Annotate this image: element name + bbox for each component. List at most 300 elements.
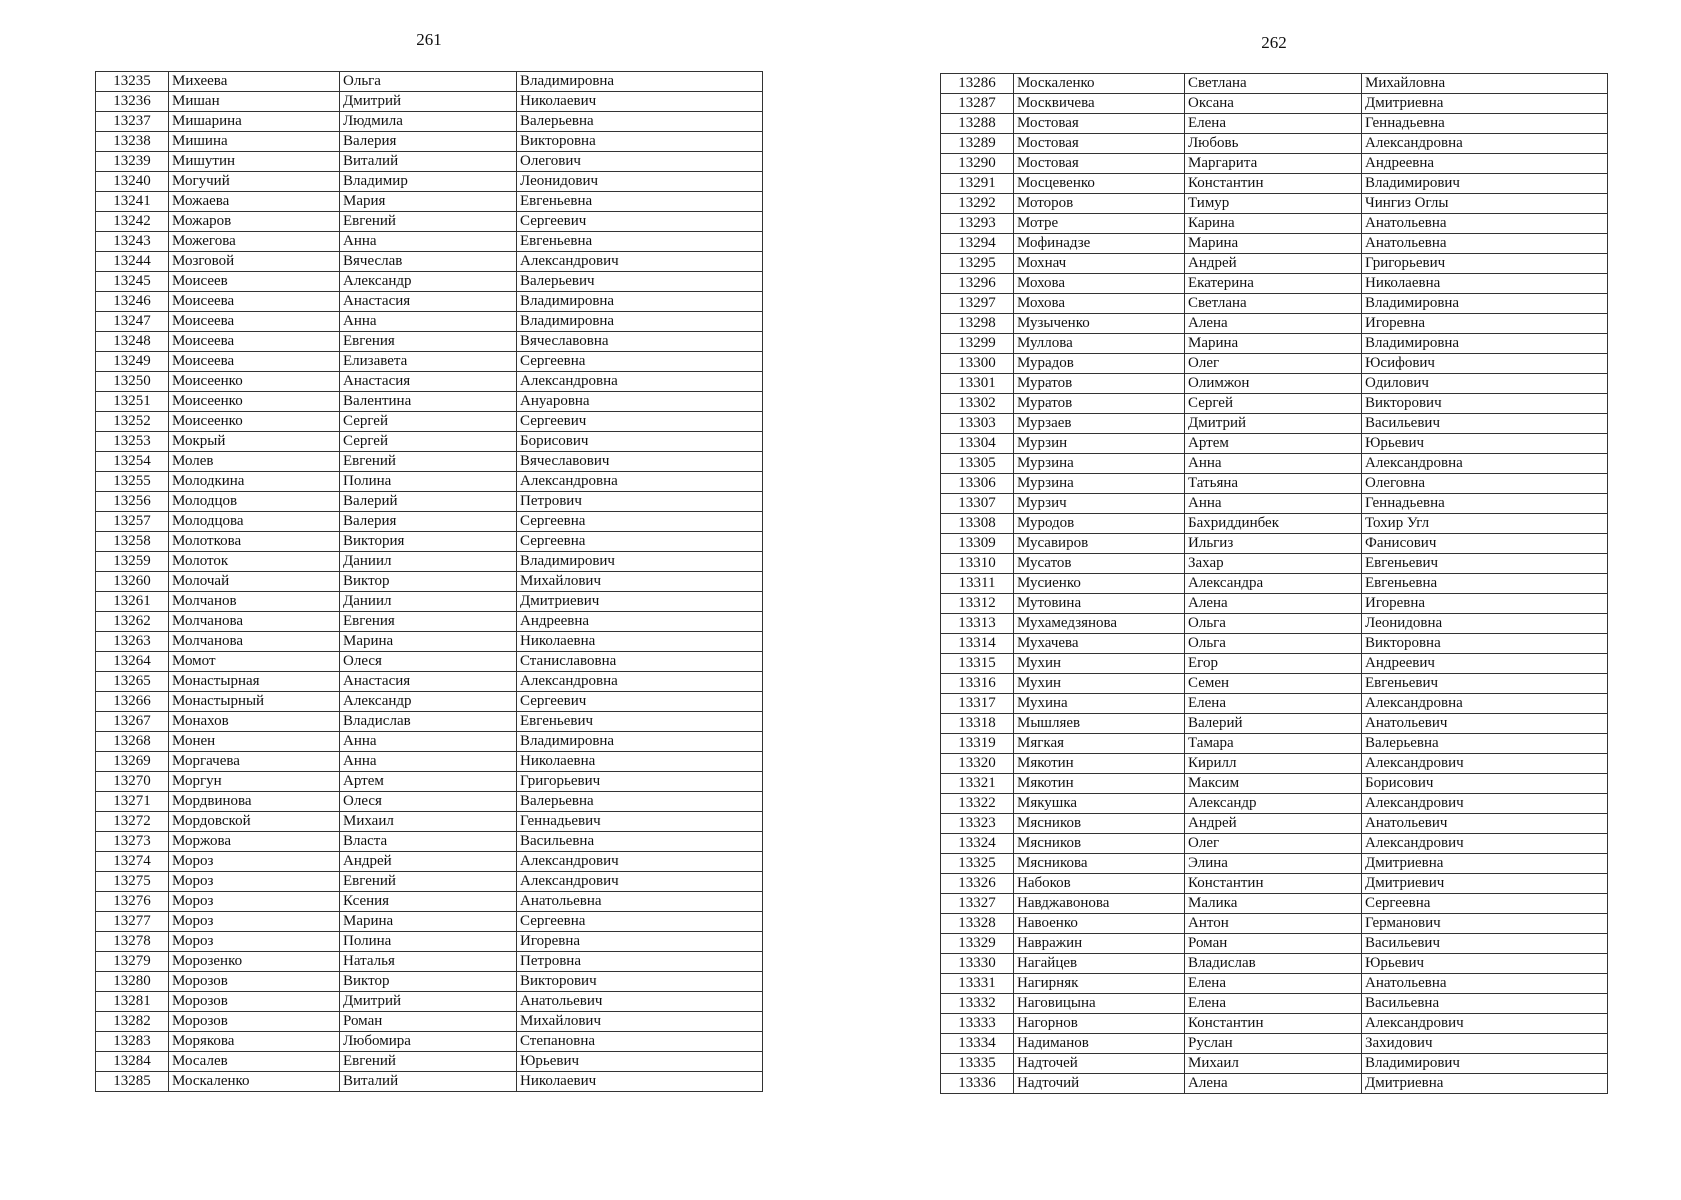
table-row [941,214,1608,234]
first-name-cell: Сергей [340,432,517,452]
first-name-cell: Константин [1185,174,1362,194]
row-number: 13277 [96,912,169,932]
patronymic-cell: Евгеньевна [517,192,763,212]
patronymic-cell: Александровна [1362,454,1608,474]
last-name-cell: Моисеева [169,352,340,372]
table-row [941,1034,1608,1054]
patronymic-cell: Сергеевна [517,512,763,532]
first-name-cell: Владимир [340,172,517,192]
first-name-cell: Антон [1185,914,1362,934]
patronymic-cell: Тохир Угл [1362,514,1608,534]
first-name-cell: Даниил [340,592,517,612]
last-name-cell: Надточий [1014,1074,1185,1094]
patronymic-cell: Евгеньевич [1362,674,1608,694]
row-number: 13305 [941,454,1014,474]
patronymic-cell: Валерьевна [1362,734,1608,754]
table-row [941,454,1608,474]
patronymic-cell: Сергеевна [517,352,763,372]
patronymic-cell: Игоревна [1362,314,1608,334]
last-name-cell: Морозенко [169,952,340,972]
first-name-cell: Дмитрий [340,92,517,112]
row-number: 13287 [941,94,1014,114]
patronymic-cell: Сергеевна [517,912,763,932]
last-name-cell: Могучий [169,172,340,192]
first-name-cell: Руслан [1185,1034,1362,1054]
patronymic-cell: Владимировна [517,72,763,92]
row-number: 13332 [941,994,1014,1014]
row-number: 13259 [96,552,169,572]
table-row [96,232,763,252]
table-row [96,572,763,592]
last-name-cell: Мякотин [1014,754,1185,774]
row-number: 13263 [96,632,169,652]
table-row [941,194,1608,214]
first-name-cell: Екатерина [1185,274,1362,294]
first-name-cell: Олеся [340,792,517,812]
table-row [941,514,1608,534]
last-name-cell: Мякотин [1014,774,1185,794]
patronymic-cell: Анатольевич [1362,714,1608,734]
table-row [96,252,763,272]
first-name-cell: Владислав [340,712,517,732]
last-name-cell: Мухин [1014,674,1185,694]
first-name-cell: Роман [340,1012,517,1032]
table-row [941,494,1608,514]
table-row [941,894,1608,914]
patronymic-cell: Захидович [1362,1034,1608,1054]
row-number: 13238 [96,132,169,152]
last-name-cell: Мишан [169,92,340,112]
patronymic-cell: Сергеевна [1362,894,1608,914]
first-name-cell: Полина [340,472,517,492]
last-name-cell: Мостовая [1014,134,1185,154]
table-row [941,1074,1608,1094]
last-name-cell: Мурзаев [1014,414,1185,434]
patronymic-cell: Викторовна [517,132,763,152]
last-name-cell: Мурзина [1014,454,1185,474]
row-number: 13253 [96,432,169,452]
patronymic-cell: Анатольевна [1362,234,1608,254]
last-name-cell: Мякушка [1014,794,1185,814]
patronymic-cell: Анатольевна [1362,214,1608,234]
row-number: 13328 [941,914,1014,934]
table-row [941,954,1608,974]
patronymic-cell: Дмитриевна [1362,1074,1608,1094]
table-row [941,934,1608,954]
row-number: 13246 [96,292,169,312]
patronymic-cell: Андреевна [1362,154,1608,174]
first-name-cell: Евгений [340,872,517,892]
row-number: 13326 [941,874,1014,894]
last-name-cell: Молодцова [169,512,340,532]
first-name-cell: Андрей [1185,814,1362,834]
first-name-cell: Даниил [340,552,517,572]
patronymic-cell: Александровна [1362,694,1608,714]
table-row [941,734,1608,754]
patronymic-cell: Александровна [517,672,763,692]
first-name-cell: Константин [1185,1014,1362,1034]
last-name-cell: Муратов [1014,374,1185,394]
patronymic-cell: Евгеньевич [1362,554,1608,574]
table-row [96,372,763,392]
last-name-cell: Москаленко [1014,74,1185,94]
table-row [941,574,1608,594]
first-name-cell: Елизавета [340,352,517,372]
first-name-cell: Валентина [340,392,517,412]
last-name-cell: Молчанов [169,592,340,612]
table-row [941,94,1608,114]
patronymic-cell: Вячеславовна [517,332,763,352]
row-number: 13297 [941,294,1014,314]
patronymic-cell: Андреевич [1362,654,1608,674]
patronymic-cell: Вячеславович [517,452,763,472]
table-row [96,812,763,832]
row-number: 13274 [96,852,169,872]
last-name-cell: Можегова [169,232,340,252]
table-row [96,752,763,772]
patronymic-cell: Чингиз Оглы [1362,194,1608,214]
first-name-cell: Михаил [1185,1054,1362,1074]
page-number: 261 [416,30,442,49]
first-name-cell: Анна [340,232,517,252]
first-name-cell: Анна [1185,494,1362,514]
last-name-cell: Мордовской [169,812,340,832]
first-name-cell: Анастасия [340,292,517,312]
table-row [96,192,763,212]
first-name-cell: Александр [340,272,517,292]
row-number: 13254 [96,452,169,472]
row-number: 13331 [941,974,1014,994]
last-name-cell: Моисеева [169,292,340,312]
patronymic-cell: Евгеньевна [1362,574,1608,594]
patronymic-cell: Станиславовна [517,652,763,672]
page-left [95,0,763,1200]
row-number: 13244 [96,252,169,272]
row-number: 13257 [96,512,169,532]
first-name-cell: Валерия [340,132,517,152]
table-row [96,472,763,492]
last-name-cell: Москаленко [169,1072,340,1092]
first-name-cell: Алена [1185,314,1362,334]
last-name-cell: Надиманов [1014,1034,1185,1054]
table-row [96,212,763,232]
patronymic-cell: Фанисович [1362,534,1608,554]
first-name-cell: Андрей [340,852,517,872]
table-row [941,994,1608,1014]
table-row [96,552,763,572]
row-number: 13300 [941,354,1014,374]
last-name-cell: Мороз [169,892,340,912]
table-row [96,512,763,532]
table-row [941,534,1608,554]
roster-table [95,71,763,1092]
patronymic-cell: Степановна [517,1032,763,1052]
last-name-cell: Мохнач [1014,254,1185,274]
first-name-cell: Андрей [1185,254,1362,274]
first-name-cell: Дмитрий [340,992,517,1012]
patronymic-cell: Михайлович [517,1012,763,1032]
last-name-cell: Моисеенко [169,392,340,412]
last-name-cell: Мороз [169,912,340,932]
last-name-cell: Моисеенко [169,412,340,432]
row-number: 13296 [941,274,1014,294]
row-number: 13236 [96,92,169,112]
patronymic-cell: Александровна [517,372,763,392]
row-number: 13295 [941,254,1014,274]
last-name-cell: Монен [169,732,340,752]
patronymic-cell: Александровна [517,472,763,492]
last-name-cell: Мясникова [1014,854,1185,874]
row-number: 13262 [96,612,169,632]
table-row [96,1032,763,1052]
table-row [96,492,763,512]
table-row [941,1054,1608,1074]
patronymic-cell: Васильевна [517,832,763,852]
table-row [96,152,763,172]
row-number: 13267 [96,712,169,732]
first-name-cell: Виталий [340,1072,517,1092]
table-row [96,92,763,112]
table-row [941,594,1608,614]
patronymic-cell: Владимировна [1362,294,1608,314]
row-number: 13272 [96,812,169,832]
patronymic-cell: Анатольевна [517,892,763,912]
table-row [941,414,1608,434]
table-row [941,74,1608,94]
first-name-cell: Елена [1185,114,1362,134]
table-row [941,274,1608,294]
row-number: 13240 [96,172,169,192]
row-number: 13255 [96,472,169,492]
row-number: 13335 [941,1054,1014,1074]
first-name-cell: Евгения [340,612,517,632]
row-number: 13301 [941,374,1014,394]
row-number: 13243 [96,232,169,252]
patronymic-cell: Валерьевич [517,272,763,292]
first-name-cell: Максим [1185,774,1362,794]
patronymic-cell: Владимировна [517,312,763,332]
first-name-cell: Владислав [1185,954,1362,974]
patronymic-cell: Александрович [1362,834,1608,854]
patronymic-cell: Валерьевна [517,792,763,812]
patronymic-cell: Николаевич [517,1072,763,1092]
patronymic-cell: Олеговна [1362,474,1608,494]
row-number: 13280 [96,972,169,992]
last-name-cell: Мухин [1014,654,1185,674]
patronymic-cell: Викторович [517,972,763,992]
row-number: 13275 [96,872,169,892]
row-number: 13258 [96,532,169,552]
patronymic-cell: Николаевна [1362,274,1608,294]
first-name-cell: Марина [1185,334,1362,354]
first-name-cell: Ольга [1185,634,1362,654]
patronymic-cell: Валерьевна [517,112,763,132]
table-row [96,932,763,952]
last-name-cell: Мусатов [1014,554,1185,574]
row-number: 13276 [96,892,169,912]
patronymic-cell: Игоревна [1362,594,1608,614]
first-name-cell: Егор [1185,654,1362,674]
row-number: 13302 [941,394,1014,414]
patronymic-cell: Борисович [517,432,763,452]
table-row [96,432,763,452]
row-number: 13315 [941,654,1014,674]
first-name-cell: Захар [1185,554,1362,574]
patronymic-cell: Леонидовна [1362,614,1608,634]
row-number: 13278 [96,932,169,952]
first-name-cell: Елена [1185,974,1362,994]
first-name-cell: Олег [1185,834,1362,854]
row-number: 13292 [941,194,1014,214]
row-number: 13334 [941,1034,1014,1054]
last-name-cell: Морякова [169,1032,340,1052]
first-name-cell: Любовь [1185,134,1362,154]
row-number: 13312 [941,594,1014,614]
first-name-cell: Виталий [340,152,517,172]
first-name-cell: Анна [340,752,517,772]
row-number: 13273 [96,832,169,852]
last-name-cell: Мордвинова [169,792,340,812]
table-row [941,654,1608,674]
row-number: 13239 [96,152,169,172]
last-name-cell: Можаева [169,192,340,212]
table-row [96,952,763,972]
table-row [941,294,1608,314]
last-name-cell: Молоткова [169,532,340,552]
row-number: 13323 [941,814,1014,834]
last-name-cell: Нагайцев [1014,954,1185,974]
last-name-cell: Моисеева [169,312,340,332]
first-name-cell: Евгения [340,332,517,352]
row-number: 13268 [96,732,169,752]
table-row [941,114,1608,134]
last-name-cell: Мурзина [1014,474,1185,494]
patronymic-cell: Игоревна [517,932,763,952]
first-name-cell: Александр [1185,794,1362,814]
first-name-cell: Сергей [340,412,517,432]
last-name-cell: Навджавонова [1014,894,1185,914]
page-right [940,0,1608,1200]
row-number: 13294 [941,234,1014,254]
last-name-cell: Навражин [1014,934,1185,954]
patronymic-cell: Юсифович [1362,354,1608,374]
row-number: 13265 [96,672,169,692]
row-number: 13317 [941,694,1014,714]
last-name-cell: Мишутин [169,152,340,172]
last-name-cell: Нагорнов [1014,1014,1185,1034]
first-name-cell: Марина [340,632,517,652]
patronymic-cell: Николаевна [517,752,763,772]
patronymic-cell: Юрьевич [517,1052,763,1072]
table-row [941,634,1608,654]
table-row [96,732,763,752]
table-row [941,834,1608,854]
first-name-cell: Евгений [340,1052,517,1072]
table-row [941,814,1608,834]
row-number: 13314 [941,634,1014,654]
last-name-cell: Мурзин [1014,434,1185,454]
last-name-cell: Мишарина [169,112,340,132]
first-name-cell: Анастасия [340,372,517,392]
last-name-cell: Молев [169,452,340,472]
last-name-cell: Можаров [169,212,340,232]
table-row [96,272,763,292]
row-number: 13306 [941,474,1014,494]
last-name-cell: Мухамедзянова [1014,614,1185,634]
patronymic-cell: Александрович [1362,754,1608,774]
patronymic-cell: Александровна [1362,134,1608,154]
patronymic-cell: Анатольевич [517,992,763,1012]
row-number: 13281 [96,992,169,1012]
patronymic-cell: Сергеевич [517,412,763,432]
patronymic-cell: Николаевич [517,92,763,112]
table-row [96,692,763,712]
patronymic-cell: Юрьевич [1362,954,1608,974]
last-name-cell: Моисеева [169,332,340,352]
row-number: 13286 [941,74,1014,94]
first-name-cell: Олимжон [1185,374,1362,394]
roster-table [940,73,1608,1094]
row-number: 13250 [96,372,169,392]
first-name-cell: Олеся [340,652,517,672]
table-row [96,292,763,312]
last-name-cell: Молоток [169,552,340,572]
row-number: 13319 [941,734,1014,754]
table-row [96,912,763,932]
last-name-cell: Набоков [1014,874,1185,894]
first-name-cell: Бахриддинбек [1185,514,1362,534]
row-number: 13307 [941,494,1014,514]
row-number: 13249 [96,352,169,372]
table-row [96,132,763,152]
first-name-cell: Александр [340,692,517,712]
last-name-cell: Мороз [169,872,340,892]
patronymic-cell: Евгеньевна [517,232,763,252]
patronymic-cell: Александрович [517,872,763,892]
row-number: 13298 [941,314,1014,334]
first-name-cell: Виктор [340,572,517,592]
first-name-cell: Алена [1185,594,1362,614]
first-name-cell: Вячеслав [340,252,517,272]
first-name-cell: Евгений [340,452,517,472]
first-name-cell: Олег [1185,354,1362,374]
first-name-cell: Людмила [340,112,517,132]
patronymic-cell: Васильевич [1362,934,1608,954]
row-number: 13316 [941,674,1014,694]
table-row [96,452,763,472]
patronymic-cell: Викторович [1362,394,1608,414]
table-row [96,592,763,612]
first-name-cell: Александра [1185,574,1362,594]
table-row [96,532,763,552]
patronymic-cell: Владимировна [517,292,763,312]
last-name-cell: Мостовая [1014,114,1185,134]
row-number: 13242 [96,212,169,232]
last-name-cell: Морозов [169,1012,340,1032]
patronymic-cell: Александрович [1362,1014,1608,1034]
last-name-cell: Музыченко [1014,314,1185,334]
patronymic-cell: Александрович [517,252,763,272]
last-name-cell: Наговицына [1014,994,1185,1014]
last-name-cell: Молодкина [169,472,340,492]
table-row [941,334,1608,354]
row-number: 13241 [96,192,169,212]
row-number: 13270 [96,772,169,792]
first-name-cell: Валерий [340,492,517,512]
last-name-cell: Москвичева [1014,94,1185,114]
last-name-cell: Муллова [1014,334,1185,354]
first-name-cell: Константин [1185,874,1362,894]
